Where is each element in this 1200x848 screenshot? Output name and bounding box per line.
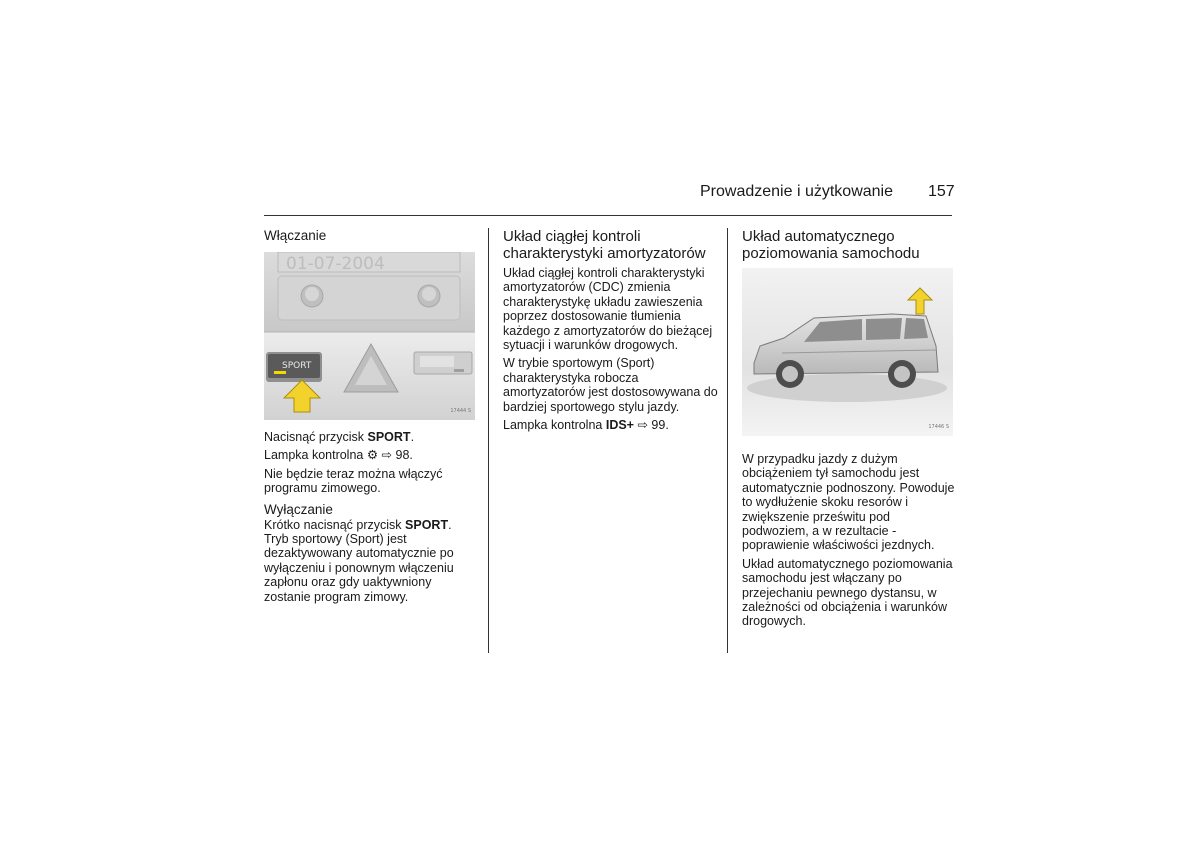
heading-cdc: Układ ciągłej kontroli charakterystyki amortyzatorów — [503, 228, 706, 262]
figure-code: 17446 S — [928, 423, 949, 430]
paragraph-cdc-sport: W trybie sportowym (Sport) charakterystyka robocza amortyzatorów jest dostosowywana do bardziej sportowego stylu jazdy. — [503, 356, 718, 414]
paragraph-winter-mode: Nie będzie teraz można włączyć programu zimowego. — [264, 466, 443, 496]
column-levelling — [742, 228, 957, 633]
heading-switch-off: Wyłączanie — [264, 501, 333, 517]
car-drawing — [742, 268, 953, 436]
sport-button-illustration — [264, 252, 475, 420]
column-sport-mode — [264, 228, 479, 608]
dashboard-panel-drawing — [264, 252, 475, 420]
paragraph-levelling-activation: Układ automatycznego poziomowania samochodu jest włączany po przejechaniu pewnego dystansu, w zależności od obciążenia i warunków drogowych. — [742, 556, 953, 629]
page-header-title: Prowadzenie i użytkowanie — [700, 183, 893, 200]
heading-switch-on: Włączanie — [264, 228, 327, 243]
header-rule — [264, 215, 952, 216]
column-cdc — [503, 228, 718, 436]
paragraph-press-sport: Nacisnąć przycisk SPORT. — [264, 430, 415, 444]
column-divider-2 — [727, 228, 728, 653]
display-date: 01-07-2004 — [286, 254, 385, 274]
paragraph-warning-lamp: Lampka kontrolna ⚙ ⇨ 98. — [264, 448, 413, 463]
paragraph-press-sport-briefly: Krótko nacisnąć przycisk SPORT. — [264, 517, 452, 532]
paragraph-levelling-heavy-load: W przypadku jazdy z dużym obciążeniem tył samochodu jest automatycznie podnoszony. Powoduje to wydłużenie skoku resorów i zwiększenie prześwitu pod podwoziem, a w rezultacie - poprawienie właściwości jezdnych. — [742, 452, 955, 553]
paragraph-sport-deactivation: Tryb sportowy (Sport) jest dezaktywowany automatycznie po wyłączeniu i ponownym włączeniu zapłonu oraz gdy uaktywniony zostanie program zimowy. — [264, 532, 454, 604]
suspension-lamp-icon: ⚙ — [366, 448, 379, 463]
figure-code: 17444 S — [450, 407, 471, 414]
page-number: 157 — [928, 183, 955, 200]
paragraph-cdc-description: Układ ciągłej kontroli charakterystyki amortyzatorów (CDC) zmienia charakterystykę układu zawieszenia poprzez dostosowanie tłumienia każdego z amortyzatorów do bieżącej sytuacji i warunków drogowych. — [503, 266, 713, 353]
sport-button-label: SPORT — [282, 361, 312, 371]
car-levelling-illustration — [742, 268, 953, 436]
heading-levelling: Układ automatycznego poziomowania samochodu — [742, 228, 920, 262]
column-divider-1 — [488, 228, 489, 653]
paragraph-ids-lamp: Lampka kontrolna IDS+ ⇨ 99. — [503, 418, 669, 433]
